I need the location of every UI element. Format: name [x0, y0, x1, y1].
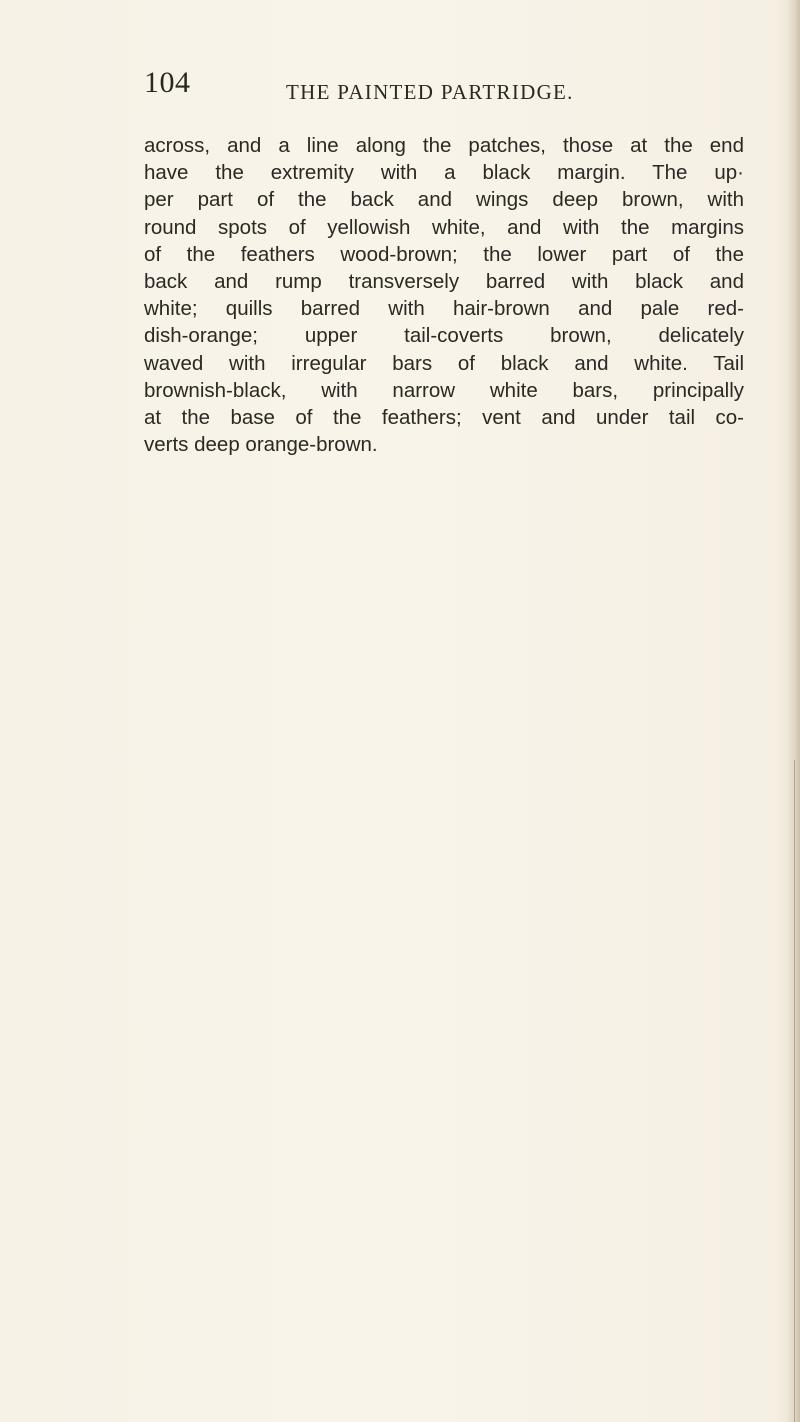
text-line: have the extremity with a black margin. The up·: [144, 161, 744, 185]
running-head: [144, 68, 744, 108]
text-line: of the feathers wood-brown; the lower part of the: [144, 242, 744, 266]
text-line: across, and a line along the patches, those at the end: [144, 134, 744, 157]
page-edge-shadow: [786, 0, 800, 1422]
running-title: THE PAINTED PARTRIDGE.: [286, 80, 574, 104]
text-line: per part of the back and wings deep brown, with: [144, 188, 744, 212]
page-number: 104: [144, 66, 191, 99]
body-paragraph: [144, 132, 744, 458]
text-line: dish-orange; upper tail-coverts brown, delicately: [144, 324, 744, 348]
text-line: verts deep orange-brown.: [144, 433, 378, 457]
text-line: brownish-black, with narrow white bars, principally: [144, 378, 744, 402]
text-line: back and rump transversely barred with black and: [144, 269, 744, 293]
text-line: at the base of the feathers; vent and under tail co-: [144, 405, 744, 429]
text-line: white; quills barred with hair-brown and pale red-: [144, 297, 744, 321]
page-edge-line: [794, 760, 795, 1422]
text-line: waved with irregular bars of black and white. Tail: [144, 351, 744, 375]
text-line: round spots of yellowish white, and with the margins: [144, 215, 744, 239]
